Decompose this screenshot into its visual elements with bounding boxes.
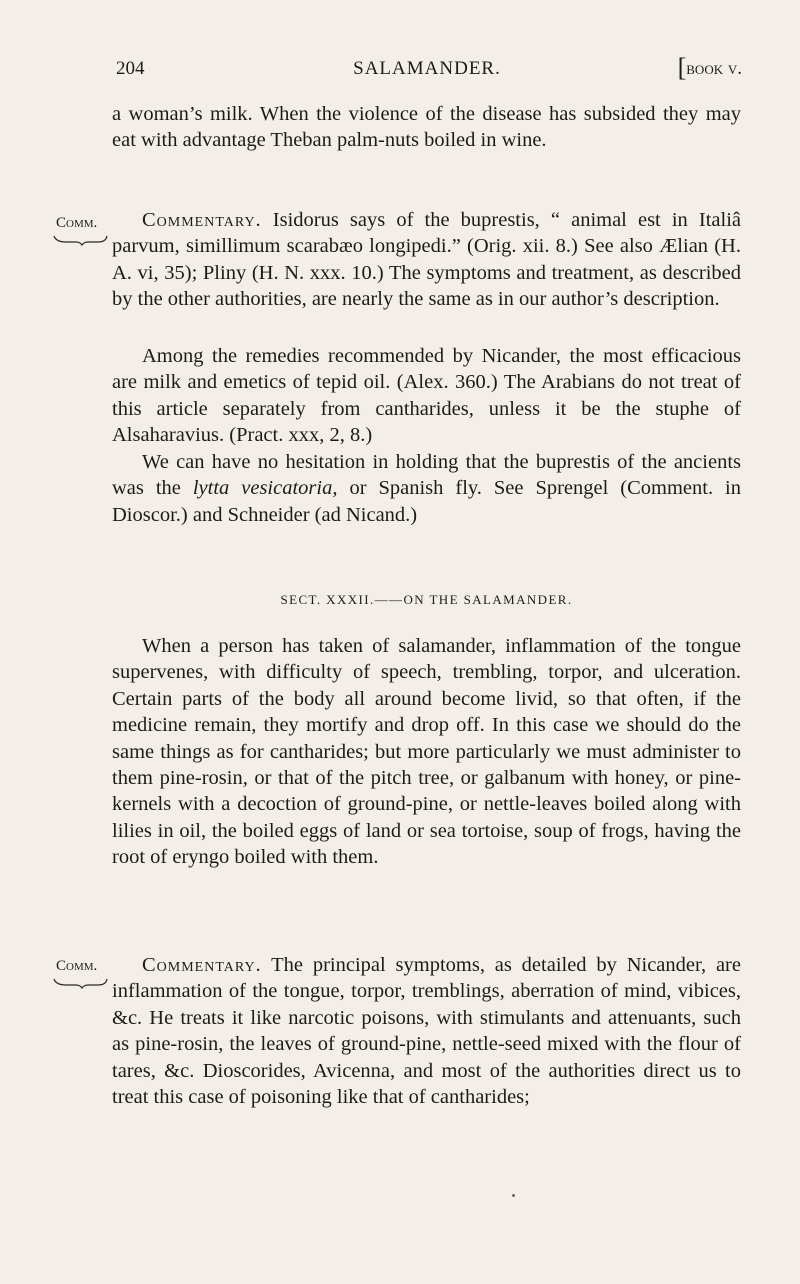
book-label [677,53,742,82]
commentary-text: Isidorus says of the buprestis, “ animal est in Italiâ parvum, simillimum scarabæo longipedi.” (Orig. xii. 8.) See also Ælian (H. A. vi, 35); Pliny (H. N. xxx. 10.) The symptoms and treatment, as described by the other authorities, are nearly the same as in our author’s description. [112,209,741,311]
commentary-paragraph-1 [112,207,741,313]
paragraph-4-italic: lytta vesicatoria, [192,477,338,500]
margin-brace-icon [52,234,108,246]
paragraph-4-text-a: We can have no hesitation in holding that the buprestis of the ancients was the [112,451,741,500]
commentary-label: Commentary. [142,954,262,976]
commentary-label: Commentary. [142,209,262,231]
paragraph-3: Among the remedies recommended by Nicander, the most efficacious are milk and emetics of tepid oil. (Alex. 360.) The Arabians do not treat of this article separately from cantharides, unless it be the stuphe of Alsaharavius. (Pract. xxx, 2, 8.) [112,345,741,447]
paragraph-4 [112,449,741,528]
bracket-glyph: [ [677,53,687,82]
commentary-paragraph-2 [112,952,741,1110]
book-label-text: book v. [686,58,742,79]
ink-dot [512,1194,515,1197]
running-title: SALAMANDER. [353,58,501,79]
margin-note-comm-1: Comm. [56,215,98,231]
paragraph-1: a woman’s milk. When the violence of the disease has subsided they may eat with advantage Theban palm-nuts boiled in wine. [112,103,741,152]
running-head [112,53,742,88]
margin-brace-icon [52,977,108,989]
paragraph-5: When a person has taken of salamander, inflammation of the tongue supervenes, with difficulty of speech, trembling, torpor, and ulceration. Certain parts of the body all around become livid, so that often, if the medicine remain, they mortify and drop off. In this case we should do the same things as for cantharides; but more particularly we must administer to them pine-rosin, or that of the pitch tree, or galbanum with honey, or pine-kernels with a decoction of ground-pine, or nettle-leaves boiled along with lilies in oil, the boiled eggs of land or sea tortoise, soup of frogs, having the root of eryngo boiled with them. [112,635,741,869]
margin-note-comm-2: Comm. [56,958,98,974]
commentary-text: The principal symptoms, as detailed by Nicander, are inflammation of the tongue, torpor, tremblings, aberration of mind, vibices, &c. He treats it like narcotic poisons, with stimulants and attenuants, such as pine-rosin, the leaves of ground-pine, nettle-seed mixed with the flour of tares, &c. Dioscorides, Avicenna, and most of the authorities direct us to treat this case of poisoning like that of cantharides; [112,954,741,1109]
section-heading: SECT. XXXII.——ON THE SALAMANDER. [280,592,573,607]
page-number: 204 [116,58,145,79]
paragraph-4-text-b: or Spanish fly. See Sprengel (Comment. in Dioscor.) and Schneider (ad Nicand.) [112,477,742,526]
